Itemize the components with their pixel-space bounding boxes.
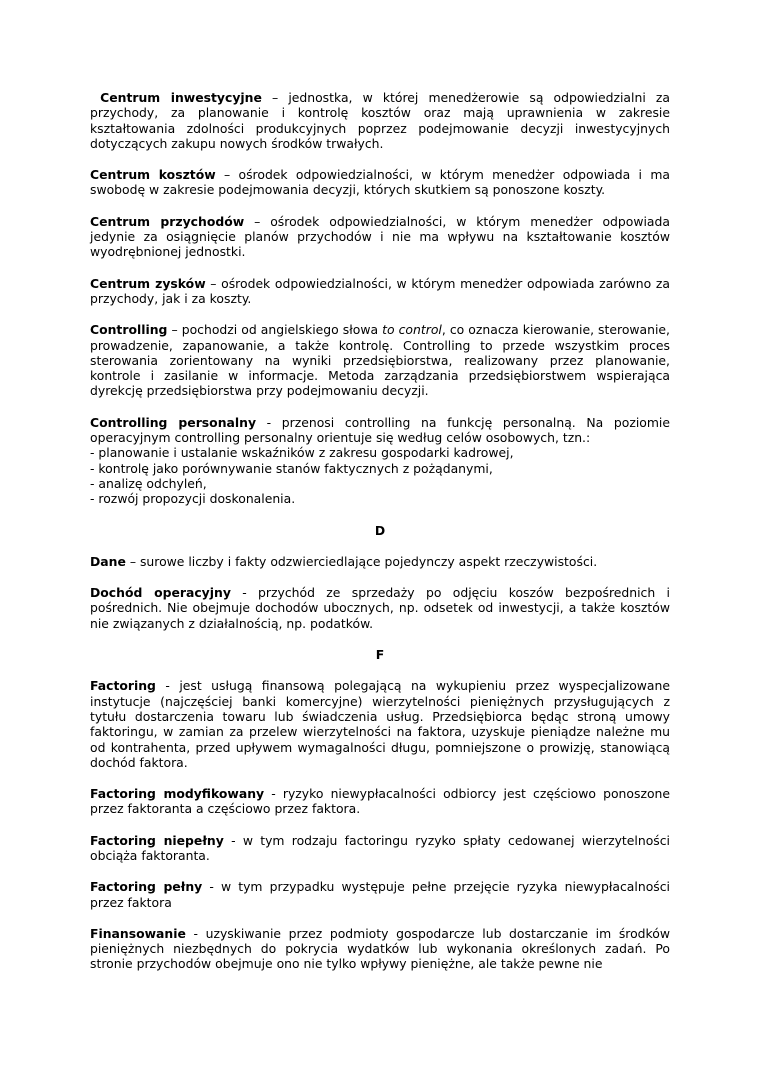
entry-controlling-personalny: [90, 415, 670, 507]
section-heading-f: F: [375, 647, 385, 663]
definition-part-2: , co oznacza kierowanie, sterowanie, prowadzenie, zapanowanie, a także kontrolę. Controlling to przede wszystkim proces sterowania zorientowany na wyniki przedsiębiorstwa, realizowany przez planowanie, kontrole i zasilanie w informacje. Metoda zarządzania przedsiębiorstwem wspierająca dyrekcję przedsiębiorstwa przy podejmowaniu decyzji.: [90, 322, 670, 399]
definition: – surowe liczby i fakty odzwierciedlające pojedynczy aspekt rzeczywistości.: [125, 553, 598, 569]
term: Centrum kosztów: [90, 167, 216, 183]
entry-finansowanie: [90, 926, 670, 972]
entry-factoring: [90, 678, 670, 770]
term: Centrum zysków: [90, 275, 206, 291]
definition: - ryzyko niewypłacalności odbiorcy jest częściowo ponoszone przez faktoranta a częściowo przez faktora.: [90, 786, 671, 817]
list-item: - analizę odchyleń,: [90, 475, 207, 491]
definition: - przenosi controlling na funkcję personalną. Na poziomie operacyjnym controlling personalny orientuje się według celów osobowych, tzn.:: [90, 414, 670, 446]
entry-centrum-zyskow: [90, 276, 670, 307]
definition: – ośrodek odpowiedzialności, w którym menedżer odpowiada jedynie za osiągnięcie planów przychodów i nie ma wpływu na kształtowanie kosztów wyodrębnionej jednostki.: [90, 213, 670, 260]
entry-dochod-operacyjny: [90, 585, 670, 631]
list-item: - kontrolę jako porównywanie stanów faktycznych z pożądanymi,: [90, 460, 493, 476]
definition: – jednostka, w której menedżerowie są odpowiedzialni za przychody, za planowanie i kontrolę kosztów oraz mają uprawnienia w zakresie kształtowania zdolności produkcyjnych poprzez podejmowanie decyzji inwestycyjnych dotyczących zakupu nowych środków trwałych.: [90, 90, 670, 151]
document-page: [90, 90, 670, 988]
definition-part-1: – pochodzi od angielskiego słowa: [167, 322, 383, 338]
italic-phrase: to control: [382, 322, 442, 338]
entry-centrum-przychodow: [90, 214, 670, 260]
term: Factoring: [90, 678, 156, 694]
list-item: - rozwój propozycji doskonalenia.: [90, 491, 296, 507]
definition: - w tym przypadku występuje pełne przejęcie ryzyka niewypłacalności przez faktora: [90, 879, 670, 910]
entry-centrum-kosztow: [90, 167, 670, 198]
term: Controlling: [90, 322, 168, 338]
definition: – ośrodek odpowiedzialności, w którym menedżer odpowiada zarówno za przychody, jak i za koszty.: [90, 275, 670, 306]
term: Factoring modyfikowany: [90, 786, 265, 802]
term: Dane: [90, 553, 126, 569]
term: Controlling personalny: [90, 414, 257, 430]
definition: - przychód ze sprzedaży po odjęciu koszów bezpośrednich i pośrednich. Nie obejmuje dochodów ubocznych, np. odsetek od inwestycji, a także kosztów nie związanych z działalnością, np. podatków.: [90, 585, 670, 631]
entry-factoring-niepelny: [90, 833, 670, 864]
definition: - jest usługą finansową polegającą na wykupieniu przez wyspecjalizowane instytucje (najczęściej banki komercyjne) wierzytelności pieniężnych przysługujących z tytułu dostarczenia towaru lub świadczenia usług. Przedsiębiorca będąc stroną umowy faktoringu, w zamian za przelew wierzytelności na faktora, uzyskuje pieniądze należne mu od kontrahenta, przed upływem wymagalności długu, pomniejszone o prowizję, stanowiącą dochód faktora.: [90, 678, 670, 770]
term: Factoring niepełny: [90, 832, 224, 848]
term: Centrum przychodów: [90, 213, 245, 229]
definition: – ośrodek odpowiedzialności, w którym menedżer odpowiada i ma swobodę w zakresie podejmowania decyzji, których skutkiem są ponoszone koszty.: [90, 167, 670, 198]
term: Dochód operacyjny: [90, 585, 231, 601]
term: Factoring pełny: [90, 879, 203, 895]
entry-factoring-modyfikowany: [90, 786, 670, 817]
term: Centrum inwestycyjne: [100, 90, 262, 105]
list-item: - planowanie i ustalanie wskaźników z zakresu gospodarki kadrowej,: [90, 445, 514, 461]
entry-dane: [90, 554, 670, 569]
term: Finansowanie: [90, 925, 186, 941]
section-heading-d: D: [374, 522, 386, 538]
entry-centrum-inwestycyjne: [90, 90, 670, 151]
definition: - w tym rodzaju factoringu ryzyko spłaty cedowanej wierzytelności obciąża faktoranta.: [90, 832, 670, 863]
entry-controlling: [90, 322, 670, 398]
entry-factoring-pelny: [90, 879, 670, 910]
definition: - uzyskiwanie przez podmioty gospodarcze lub dostarczanie im środków pieniężnych niezbędnych do pokrycia wydatków lub wykonania określonych zadań. Po stronie przychodów obejmuje ono nie tylko wpływy pieniężne, ale także pewne nie: [90, 925, 670, 972]
